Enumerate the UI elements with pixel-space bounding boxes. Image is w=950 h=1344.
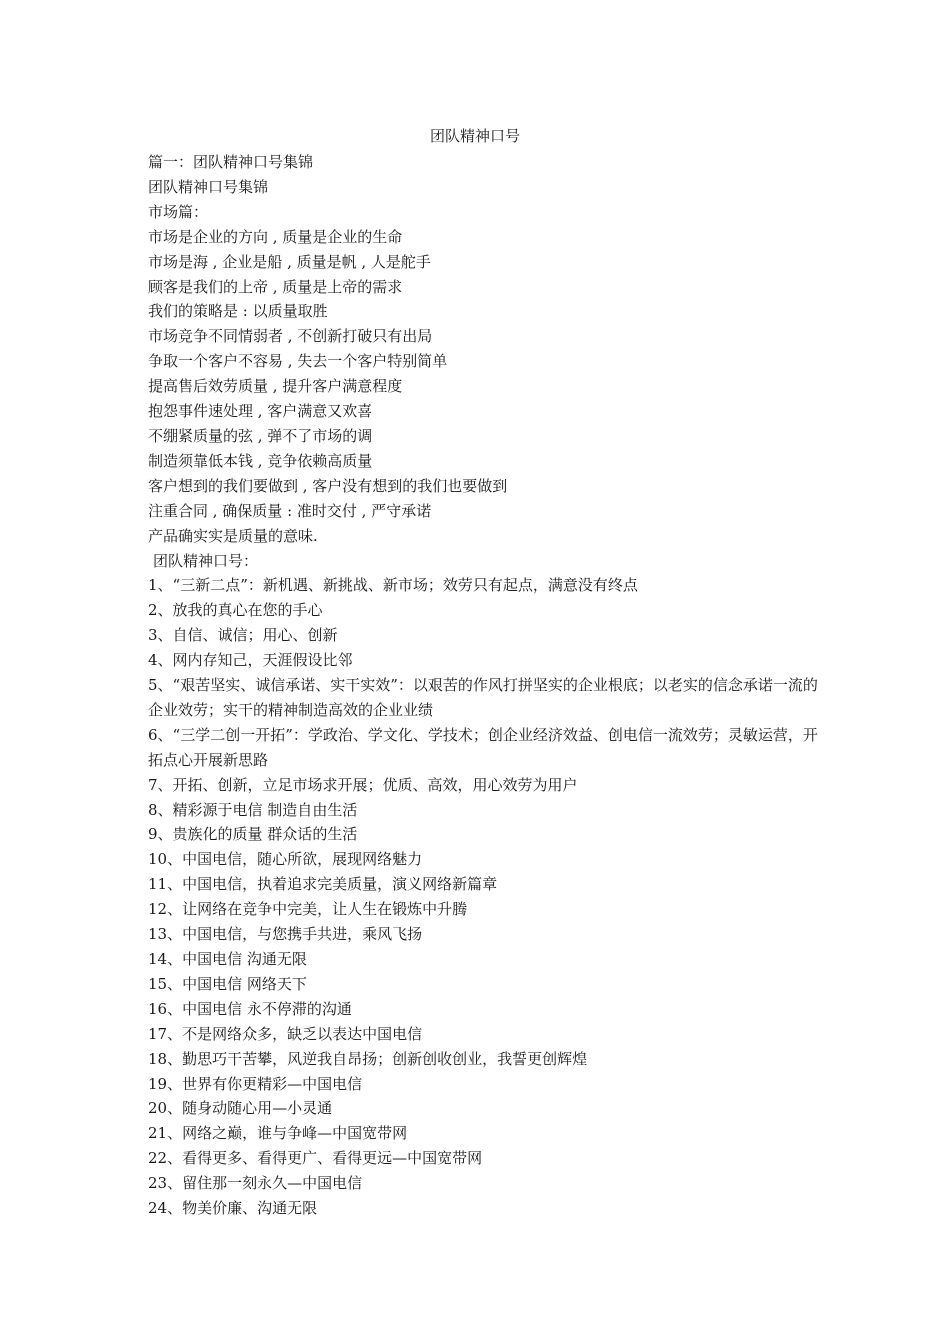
market-slogan: 争取一个客户不容易 , 失去一个客户特别简单: [148, 352, 448, 371]
document-title: 团队精神口号: [429, 127, 520, 145]
market-slogan: 抱怨事件速处理 , 客户满意又欢喜: [148, 402, 373, 421]
market-slogan: 客户想到的我们要做到 , 客户没有想到的我们也要做到: [148, 476, 508, 495]
team-slogan: 14、中国电信 沟通无限: [148, 950, 307, 968]
team-slogan: 3、自信、诚信；用心、创新: [148, 626, 338, 645]
team-slogan: 22、看得更多、看得更广、看得更远—中国宽带网: [148, 1149, 483, 1168]
intro-line: 团队精神口号集锦: [148, 177, 269, 196]
team-slogan: 15、中国电信 网络天下: [148, 974, 307, 993]
market-slogan: 我们的策略是 : 以质量取胜: [148, 302, 328, 321]
market-slogan: 市场是海 , 企业是船 , 质量是帆 , 人是舵手: [148, 252, 431, 271]
team-slogan: 11、中国电信，执着追求完美质量，演义网络新篇章: [148, 875, 498, 894]
team-slogan: 9、贵族化的质量 群众话的生活: [148, 825, 358, 844]
team-slogan: 20、随身动随心用—小灵通: [148, 1099, 333, 1118]
team-slogan: 7、开拓、创新，立足市场求开展；优质、高效，用心效劳为用户: [148, 775, 578, 794]
team-slogan: 21、网络之巅，谁与争峰—中国宽带网: [148, 1124, 408, 1143]
market-slogan: 注重合同 , 确保质量 : 准时交付 , 严守承诺: [148, 501, 432, 520]
team-slogan: 23、留住那一刻永久—中国电信: [148, 1174, 363, 1193]
section-heading-team: 团队精神口号：: [153, 551, 259, 570]
market-slogan: 顾客是我们的上帝 , 质量是上帝的需求: [148, 277, 403, 296]
team-slogan: 6、“三学二创一开拓”：学政治、学文化、学技术；创企业经济效益、创电信一流效劳；灵敏运营，开拓点心开展新思路: [148, 725, 818, 769]
team-slogan: 16、中国电信 永不停滞的沟通: [148, 999, 352, 1018]
team-slogan: 19、世界有你更精彩—中国电信: [148, 1074, 363, 1093]
market-slogan: 产品确实实是质量的意味.: [148, 526, 318, 545]
team-slogan: 24、物美价廉、沟通无限: [148, 1199, 318, 1218]
market-slogan: 制造须靠低本钱 , 竞争依赖高质量: [148, 451, 373, 470]
intro-line: 篇一：团队精神口号集锦: [148, 153, 314, 171]
section-heading-market: 市场篇：: [148, 202, 209, 221]
team-slogan: 5、“艰苦坚实、诚信承诺、实干实效”：以艰苦的作风打拼坚实的企业根底；以老实的信念承诺一流的企业效劳；实干的精神制造高效的企业业绩: [148, 676, 818, 719]
team-slogan: 13、中国电信，与您携手共进，乘风飞扬: [148, 925, 423, 944]
team-slogan: 1、“三新二点”：新机遇、新挑战、新市场；效劳只有起点，满意没有终点: [148, 576, 638, 595]
team-slogan: 4、网内存知己，天涯假设比邻: [148, 651, 353, 670]
team-slogan: 18、勤思巧干苦攀，风逆我自昂扬；创新创收创业，我誓更创辉煌: [148, 1049, 588, 1068]
team-slogan: 17、不是网络众多，缺乏以表达中国电信: [148, 1024, 423, 1043]
team-slogan: 10、中国电信，随心所欲，展现网络魅力: [148, 850, 423, 869]
team-slogan: 8、精彩源于电信 制造自由生活: [148, 800, 358, 819]
market-slogan: 市场是企业的方向 , 质量是企业的生命: [148, 227, 403, 246]
market-slogan: 提高售后效劳质量 , 提升客户满意程度: [148, 377, 403, 396]
team-slogan: 2、放我的真心在您的手心: [148, 601, 323, 620]
document-body: [148, 150, 828, 1221]
team-slogan: 12、让网络在竞争中完美，让人生在锻炼中升腾: [148, 900, 468, 919]
market-slogan: 市场竞争不同情弱者 , 不创新打破只有出局: [148, 327, 433, 346]
market-slogan: 不绷紧质量的弦 , 弹不了市场的调: [148, 426, 373, 445]
